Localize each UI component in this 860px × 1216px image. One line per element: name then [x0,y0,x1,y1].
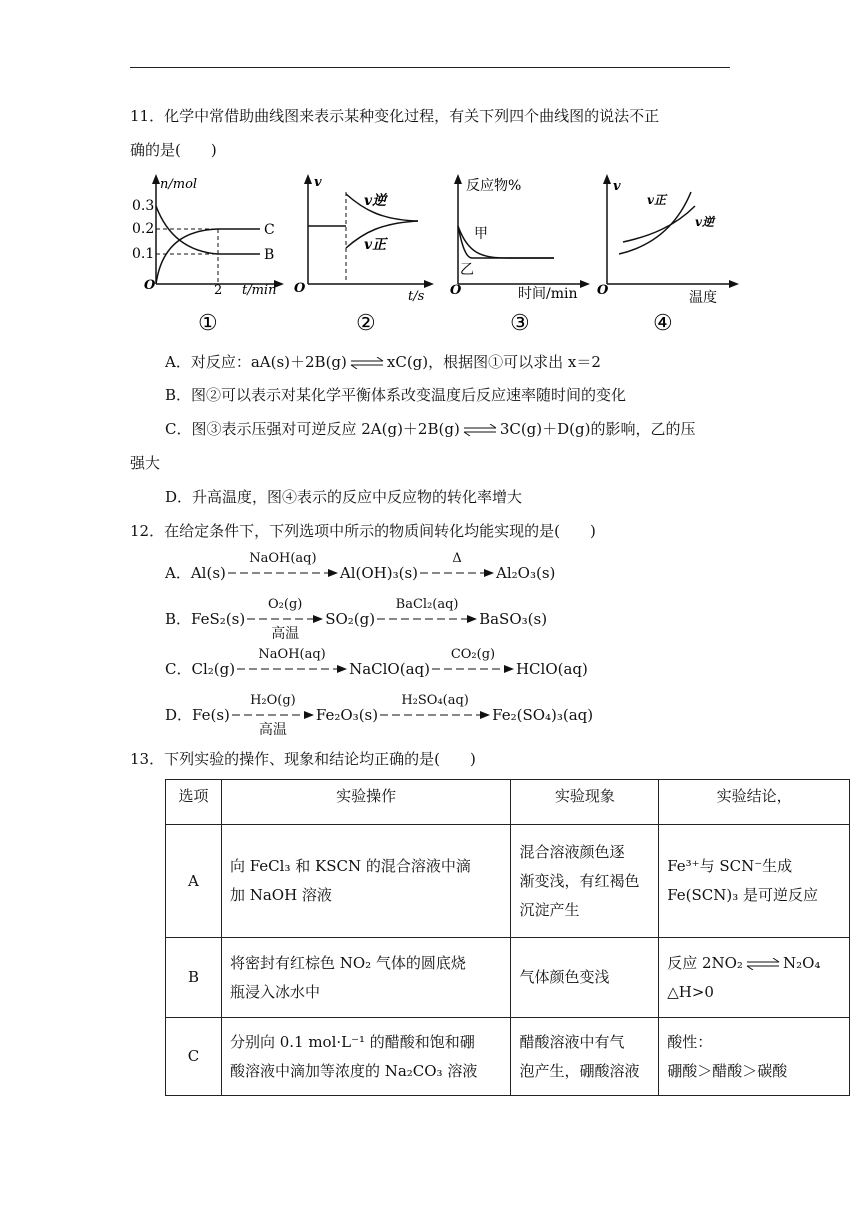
reaction-arrow: CO₂(g) [432,660,514,680]
dashed-arrow-icon [432,663,514,675]
reaction-arrow: NaOH(aq) [237,660,347,680]
row-operation: 分别向 0.1 mol·L⁻¹ 的醋酸和饱和硼 酸溶液中滴加等浓度的 Na₂CO₃ 溶液 [221,1018,511,1096]
row-phenomenon: 气体颜色变浅 [511,938,659,1018]
q12-option-a: A．Al(s) NaOH(aq) Al(OH)₃(s) Δ Al₂O₃(s) [165,551,556,582]
q11-option-d: D．升高温度，图④表示的反应中反应物的转化率增大 [165,488,523,506]
reaction-arrow: H₂SO₄(aq) [380,706,490,726]
figure-4 [595,172,745,337]
row-conclusion: Fe³⁺与 SCN⁻生成 Fe(SCN)₃ 是可逆反应 [659,825,850,938]
dashed-arrow-icon [420,567,494,579]
row-operation: 向 FeCl₃ 和 KSCN 的混合溶液中滴 加 NaOH 溶液 [221,825,511,938]
header-operation: 实验操作 [221,780,511,825]
row-operation: 将密封有红棕色 NO₂ 气体的圆底烧 瓶浸入冰水中 [221,938,511,1018]
header-conclusion: 实验结论， [659,780,850,825]
row-conclusion: 酸性： 硼酸＞醋酸＞碳酸 [659,1018,850,1096]
row-phenomenon: 混合溶液颜色逐 渐变浅，有红褐色 沉淀产生 [511,825,659,938]
q12-stem: 12．在给定条件下，下列选项中所示的物质间转化均能实现的是( ) [130,522,596,540]
fig1-curve-c: C [264,222,275,238]
q11-option-c-cont: 强大 [130,454,161,472]
q12-option-b: B．FeS₂(s) O₂(g) 高温 SO₂(g) BaCl₂(aq) BaSO₃(s) [165,597,548,642]
fig2-ylabel: v [314,175,322,190]
table-row [166,1018,850,1096]
figure-3 [446,172,596,337]
equilibrium-arrow-icon [349,357,385,369]
fig4-v-forward: v正 [647,193,666,207]
fig3-number: ③ [510,311,530,336]
q12-option-d: D．Fe(s) H₂O(g) 高温 Fe₂O₃(s) H₂SO₄(aq) Fe₂(SO₄)₃(aq) [165,693,594,738]
row-option: B [166,938,222,1018]
fig3-jia: 甲 [474,226,488,242]
row-option: C [166,1018,222,1096]
q12-option-c: C．Cl₂(g) NaOH(aq) NaClO(aq) CO₂(g) HClO(aq) [165,647,588,678]
dashed-arrow-icon [377,613,477,625]
dashed-arrow-icon [380,709,490,721]
q13-stem: 13．下列实验的操作、现象和结论均正确的是( ) [130,750,476,768]
fig4-xlabel: 温度 [689,290,717,306]
fig2-v-reverse: v逆 [364,193,387,209]
fig1-origin: O [144,278,156,293]
q11-option-a: A．对反应：aA(s)＋2B(g) xC(g)，根据图①可以求出 x＝2 [165,353,601,371]
fig4-ylabel: v [613,179,621,194]
experiment-table [165,779,850,1096]
q11-option-b: B．图②可以表示对某化学平衡体系改变温度后反应速率随时间的变化 [165,386,627,404]
fig4-number: ④ [653,311,673,336]
q11-stem-line1: 11．化学中常借助曲线图来表示某种变化过程，有关下列四个曲线图的说法不正 [130,107,660,125]
q11-stem-line2: 确的是( ) [130,141,217,159]
reaction-arrow: BaCl₂(aq) [377,610,477,630]
row-conclusion: 反应 2NO₂ N₂O₄ △H>0 [659,938,850,1018]
fig2-origin: O [294,281,306,296]
row-phenomenon: 醋酸溶液中有气 泡产生，硼酸溶液 [511,1018,659,1096]
fig1-xlabel: t/min [242,283,277,298]
fig1-ylabel: n/mol [160,177,198,192]
fig4-origin: O [597,283,609,298]
table-header-row [166,780,850,825]
header-phenomenon: 实验现象 [511,780,659,825]
fig3-xlabel: 时间/min [518,286,578,302]
fig1-x2: 2 [214,283,223,298]
dashed-arrow-icon [232,709,314,721]
fig4-v-reverse: v逆 [695,215,714,229]
fig1-y2: 0.2 [132,221,155,237]
q11-stem [130,99,730,167]
reaction-arrow: O₂(g) 高温 [247,610,323,630]
fig3-origin: O [450,283,462,298]
fig2-v-forward: v正 [364,237,387,253]
header-rule [130,67,730,68]
fig3-ylabel: 反应物% [466,178,522,194]
figure-1 [128,172,288,337]
fig3-yi: 乙 [460,262,474,278]
fig1-curve-b: B [264,247,275,263]
dashed-arrow-icon [247,613,323,625]
figure-2 [290,172,440,337]
equilibrium-arrow-icon [745,958,781,970]
dashed-arrow-icon [228,567,338,579]
reaction-arrow: Δ [420,564,494,584]
fig1-y1: 0.1 [132,246,155,262]
reaction-arrow: NaOH(aq) [228,564,338,584]
table-row [166,938,850,1018]
header-option: 选项 [166,780,222,825]
dashed-arrow-icon [237,663,347,675]
fig1-y3: 0.3 [132,198,155,214]
fig2-number: ② [356,311,376,336]
fig2-xlabel: t/s [408,289,425,304]
q11-option-c: C．图③表示压强对可逆反应 2A(g)＋2B(g) 3C(g)＋D(g)的影响，乙的压 [165,420,696,438]
row-option: A [166,825,222,938]
table-row [166,825,850,938]
equilibrium-arrow-icon [462,424,498,436]
reaction-arrow: H₂O(g) 高温 [232,706,314,726]
fig1-number: ① [198,311,218,336]
